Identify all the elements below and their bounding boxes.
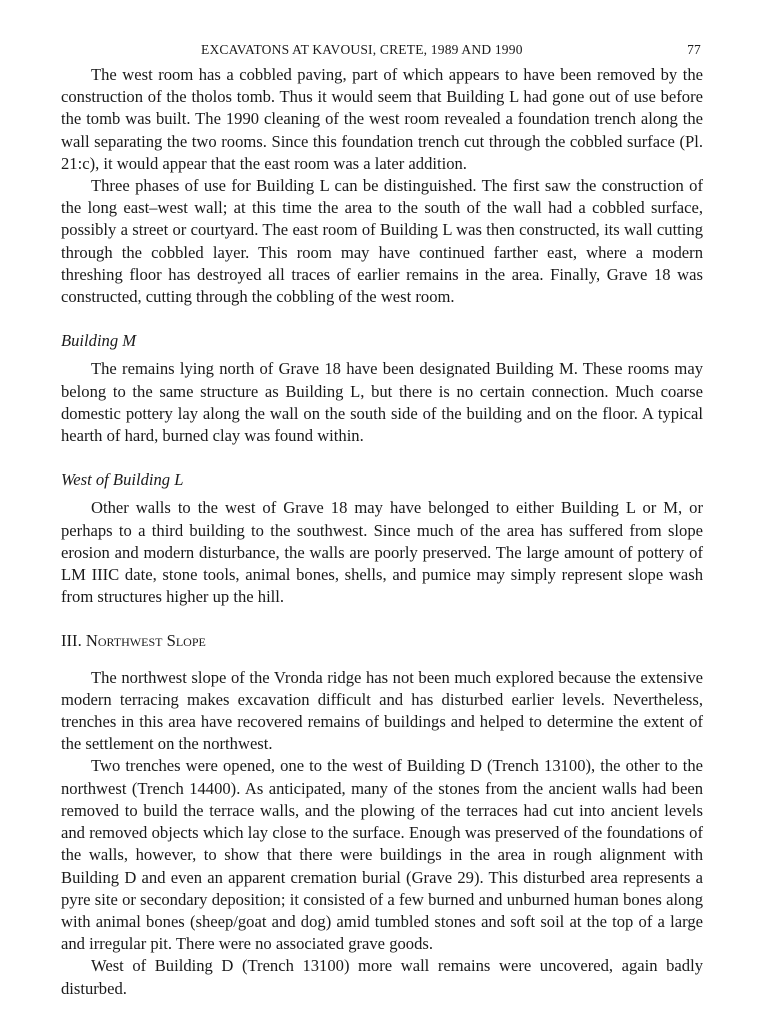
paragraph-west-of-building-d: West of Building D (Trench 13100) more wall remains were uncovered, again badly disturbed. [61,956,703,998]
paragraph-west-room: The west room has a cobbled paving, part of which appears to have been removed by the construction of the tholos tomb. Thus it would seem that Building L had gone out of use before the tomb was built. The 1990 cleaning of the west room revealed a foundation trench along the wall separating the two rooms. Since this foundation trench cut through the cobbled surface (Pl. 21:c), it would appear that the east room was a later addition. [61,65,703,173]
heading-northwest-slope: III. Northwest Slope [61,631,206,651]
running-head [61,42,703,64]
page [61,42,703,1000]
running-title: EXCAVATONS AT KAVOUSI, CRETE, 1989 AND 1990 [201,42,523,57]
heading-building-m: Building M [61,331,137,351]
paragraph-building-m: The remains lying north of Grave 18 have been designated Building M. These rooms may belong to the same structure as Building L, but there is no certain connection. Much coarse domestic pottery lay along the wall on the south side of the building and on the floor. A typical hearth of hard, burned clay was found within. [61,359,703,446]
heading-west-of-building-l: West of Building L [61,470,184,490]
paragraph-two-trenches: Two trenches were opened, one to the west of Building D (Trench 13100), the other to the northwest (Trench 14400). As anticipated, many of the stones from the ancient walls had been removed to build the terrace walls, and the plowing of the terraces had cut into ancient levels and removed objects which lay close to the surface. Enough was preserved of the foundations of the walls, however, to show that there were buildings in the area in rough alignment with Building D and even an apparent cremation burial (Grave 29). This disturbed area represents a pyre site or secondary deposition; it consisted of a few burned and unburned human bones along with animal bones (sheep/goat and dog) amid tumbled stones and soft soil at the top of a large and irregular pit. There were no associated grave goods. [61,756,703,954]
paragraph-northwest-intro: The northwest slope of the Vronda ridge has not been much explored because the extensive modern terracing makes excavation difficult and has disturbed earlier levels. Nevertheless, trenches in this area have recovered remains of buildings and helped to determine the extent of the settlement on the northwest. [61,667,703,754]
paragraph-three-phases: Three phases of use for Building L can be distinguished. The first saw the construction of the long east–west wall; at this time the area to the south of the wall had a cobbled surface, possibly a street or courtyard. The east room of Building L was then constructed, its wall cutting through the cobbled layer. This room may have continued farther east, where a modern threshing floor has destroyed all traces of earlier remains in the area. Finally, Grave 18 was constructed, cutting through the cobbling of the west room. [61,176,703,307]
page-number: 77 [687,42,701,57]
body-text [61,64,703,1000]
paragraph-west-of-building-l: Other walls to the west of Grave 18 may have belonged to either Building L or M, or perhaps to a third building to the southwest. Since much of the area has suffered from slope erosion and modern disturbance, the walls are poorly preserved. The large amount of pottery of LM IIIC date, stone tools, animal bones, shells, and pumice may simply represent slope wash from structures higher up the hill. [61,498,703,607]
